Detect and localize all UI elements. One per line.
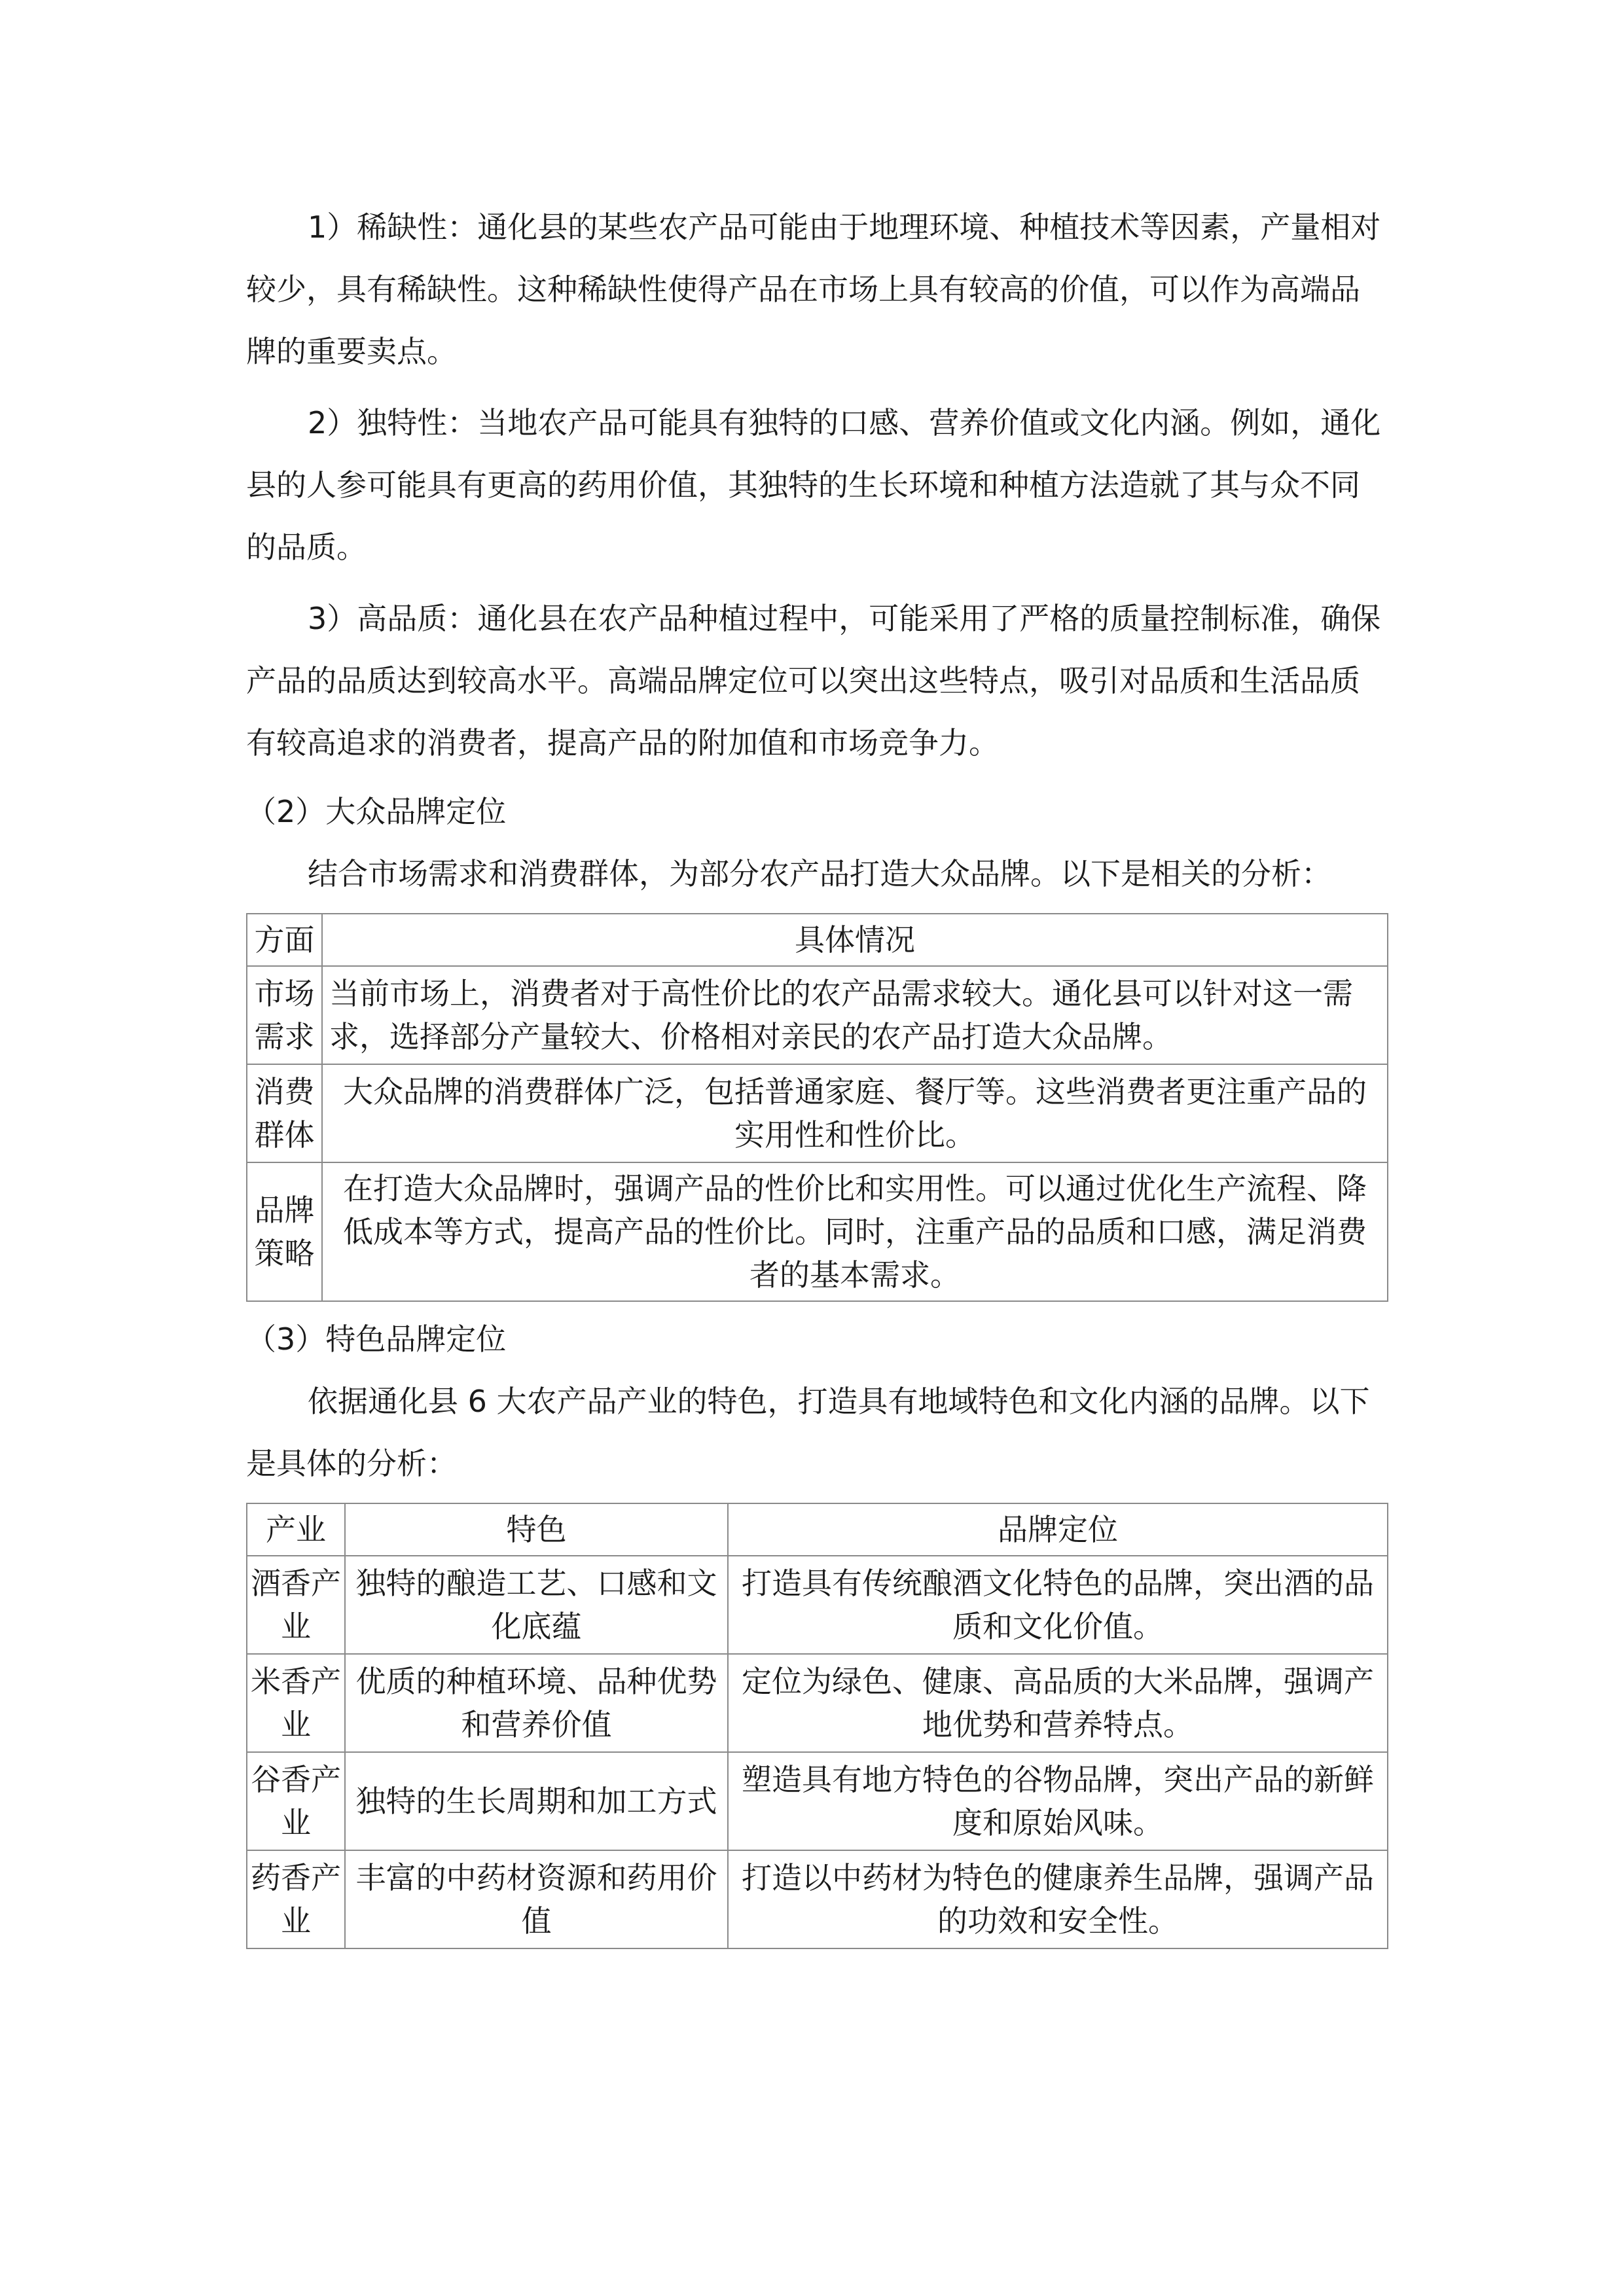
- table-row: [247, 1752, 1388, 1850]
- section-heading-mass-brand: （2）大众品牌定位: [246, 794, 507, 829]
- section-intro-mass-brand: 结合市场需求和消费群体，为部分农产品打造大众品牌。以下是相关的分析：: [308, 856, 1331, 891]
- mass-brand-table: [246, 913, 1388, 1302]
- table-row: [247, 966, 1388, 1064]
- row-positioning: 打造具有传统酿酒文化特色的品牌，突出酒的品质和文化价值。: [728, 1556, 1388, 1654]
- row-text: 大众品牌的消费群体广泛，包括普通家庭、餐厅等。这些消费者更注重产品的实用性和性价比。: [322, 1064, 1388, 1162]
- table-row: [247, 1556, 1388, 1654]
- row-feature: 独特的酿造工艺、口感和文化底蕴: [345, 1556, 728, 1654]
- table-header-cell: 品牌定位: [728, 1503, 1388, 1556]
- feature-brand-table: [246, 1503, 1388, 1949]
- row-positioning: 塑造具有地方特色的谷物品牌，突出产品的新鲜度和原始风味。: [728, 1752, 1388, 1850]
- row-feature: 丰富的中药材资源和药用价值: [345, 1850, 728, 1948]
- row-label: 消费群体: [247, 1064, 322, 1162]
- row-positioning: 打造以中药材为特色的健康养生品牌，强调产品的功效和安全性。: [728, 1850, 1388, 1948]
- table-row: [247, 1654, 1388, 1752]
- row-label: 酒香产业: [247, 1556, 345, 1654]
- document-body: [246, 196, 1388, 1949]
- paragraph-high-quality: 3）高品质：通化县在农产品种植过程中，可能采用了严格的质量控制标准，确保产品的品质达到较高水平。高端品牌定位可以突出这些特点，吸引对品质和生活品质有较高追求的消费者，提高产品的附加值和市场竞争力。: [246, 601, 1381, 761]
- row-label: 米香产业: [247, 1654, 345, 1752]
- row-label: 药香产业: [247, 1850, 345, 1948]
- table-header-row: [247, 914, 1388, 966]
- row-label: 品牌策略: [247, 1162, 322, 1301]
- table-row: [247, 1162, 1388, 1301]
- row-label: 谷香产业: [247, 1752, 345, 1850]
- row-feature: 独特的生长周期和加工方式: [345, 1752, 728, 1850]
- row-text: 在打造大众品牌时，强调产品的性价比和实用性。可以通过优化生产流程、降低成本等方式，提高产品的性价比。同时，注重产品的品质和口感，满足消费者的基本需求。: [322, 1162, 1388, 1301]
- table-row: [247, 1064, 1388, 1162]
- row-label: 市场需求: [247, 966, 322, 1064]
- paragraph-uniqueness: 2）独特性：当地农产品可能具有独特的口感、营养价值或文化内涵。例如，通化县的人参可能具有更高的药用价值，其独特的生长环境和种植方法造就了其与众不同的品质。: [246, 405, 1381, 565]
- table-header-row: [247, 1503, 1388, 1556]
- table-header-cell: 特色: [345, 1503, 728, 1556]
- row-feature: 优质的种植环境、品种优势和营养价值: [345, 1654, 728, 1752]
- table-row: [247, 1850, 1388, 1948]
- section-heading-feature-brand: （3）特色品牌定位: [246, 1321, 507, 1357]
- row-text: 当前市场上，消费者对于高性价比的农产品需求较大。通化县可以针对这一需求，选择部分产量较大、价格相对亲民的农产品打造大众品牌。: [322, 966, 1388, 1064]
- paragraph-scarcity: 1）稀缺性：通化县的某些农产品可能由于地理环境、种植技术等因素，产量相对较少，具有稀缺性。这种稀缺性使得产品在市场上具有较高的价值，可以作为高端品牌的重要卖点。: [246, 209, 1381, 369]
- table-header-cell: 方面: [247, 914, 322, 966]
- table-header-cell: 产业: [247, 1503, 345, 1556]
- section-intro-feature-brand: 依据通化县 6 大农产品产业的特色，打造具有地域特色和文化内涵的品牌。以下是具体的分析：: [246, 1384, 1370, 1481]
- table-header-cell: 具体情况: [322, 914, 1388, 966]
- row-positioning: 定位为绿色、健康、高品质的大米品牌，强调产地优势和营养特点。: [728, 1654, 1388, 1752]
